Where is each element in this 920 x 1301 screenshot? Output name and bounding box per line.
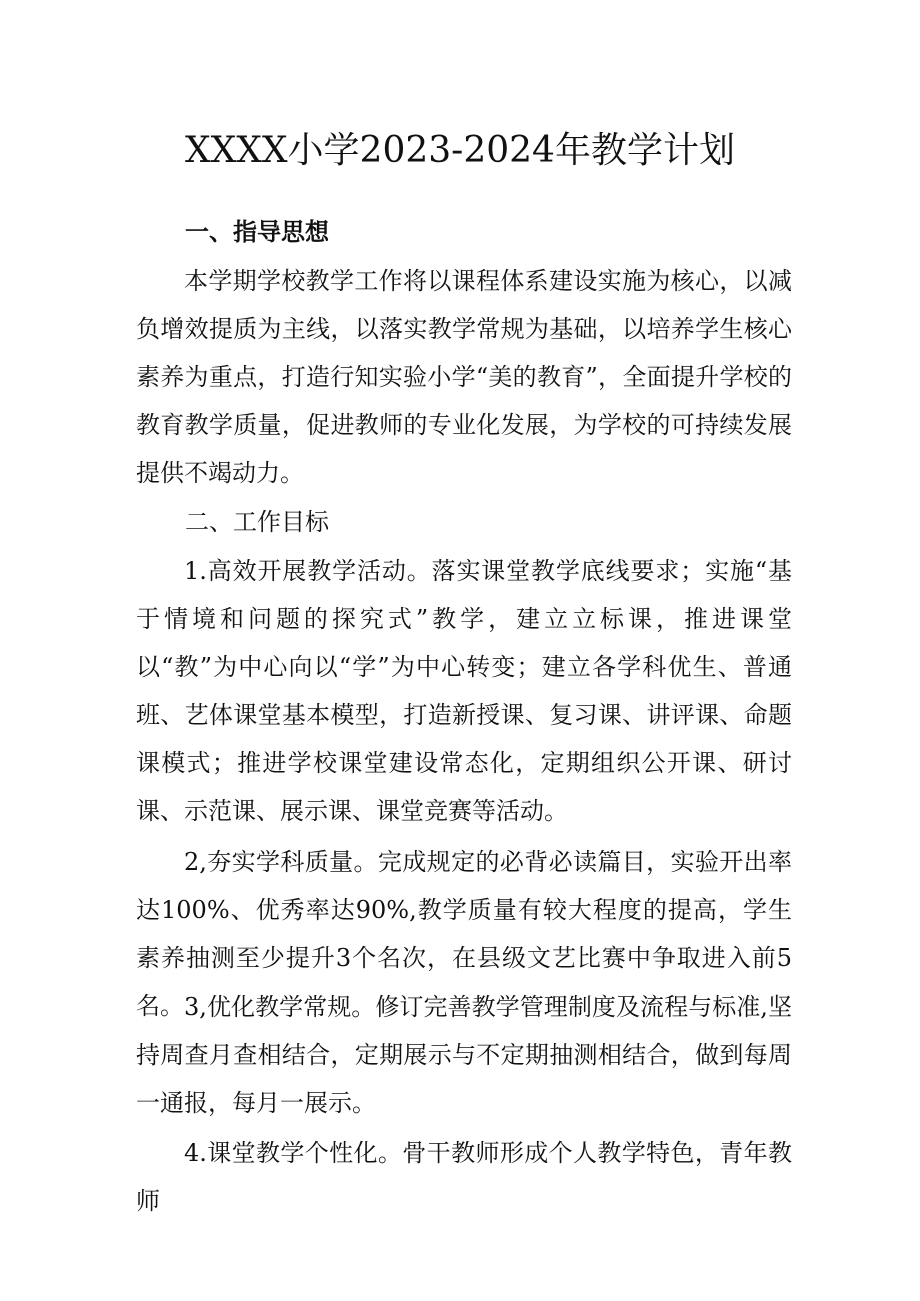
document-title: XXXX小学2023-2024年教学计划 [185,130,735,171]
paragraph-goal-4: 4.课堂教学个性化。骨干教师形成个人教学特色，青年教师 [136,1139,792,1215]
paragraph-goal-1: 1.高效开展教学活动。落实课堂教学底线要求；实施“基于情境和问题的探究式”教学，建立立标课，推进课堂以“教”为中心向以“学”为中心转变；建立各学科优生、普通班、艺体课堂基本模型，打造新授课、复习课、讲评课、命题课模式；推进学校课堂建设常态化，定期组织公开课、研讨课、示范课、展示课、课堂竞赛等活动。 [136,557,792,825]
paragraph-goal-2: 2,夯实学科质量。完成规定的必背必读篇目，实验开出率达100%、优秀率达90%,教学质量有较大程度的提高，学生素养抽测至少提升3个名次，在县级文艺比赛中争取进入前5名。 [136,848,792,1020]
paragraph-goal-3: 3,优化教学常规。修订完善教学管理制度及流程与标准,坚持周查月查相结合，定期展示与不定期抽测相结合，做到每周一通报，每月一展示。 [136,993,792,1117]
paragraph-guiding-ideology: 本学期学校教学工作将以课程体系建设实施为核心，以减负增效提质为主线，以落实教学常规为基础，以培养学生核心素养为重点，打造行知实验小学“美的教育”，全面提升学校的教育教学质量，促进教师的专业化发展，为学校的可持续发展提供不竭动力。 [136,267,792,487]
section-heading-guiding-ideology: 一、指导思想 [185,217,329,246]
section-heading-work-goals: 二、工作目标 [185,508,329,536]
